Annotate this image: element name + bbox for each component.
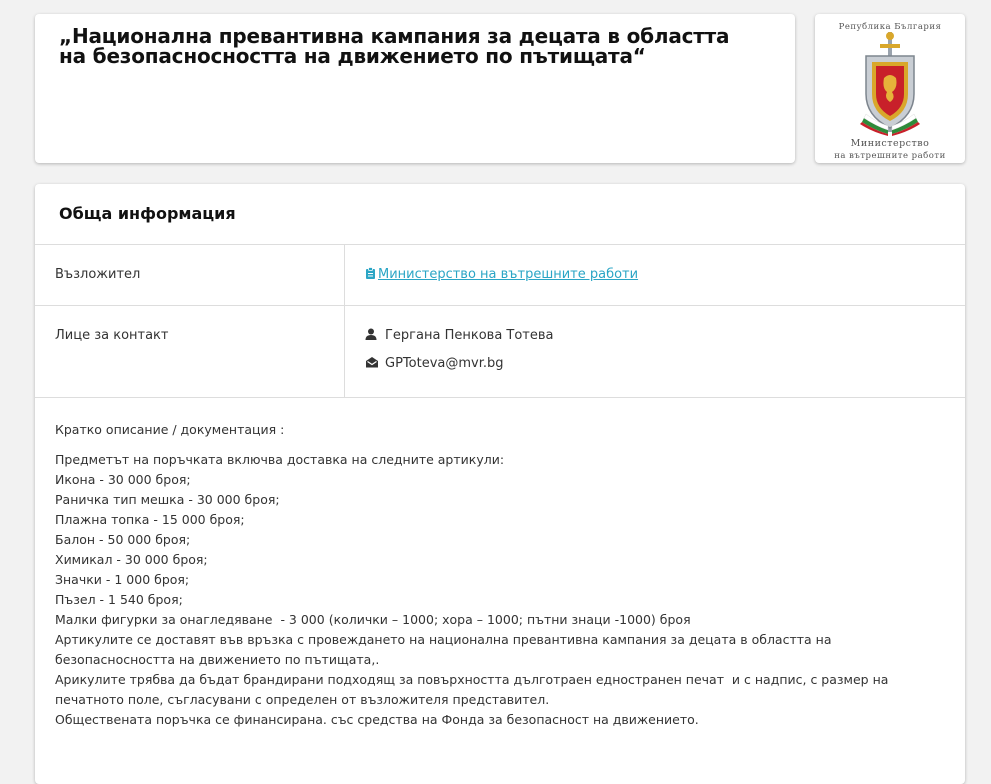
description-line: Балон - 50 000 броя;	[55, 532, 191, 547]
description-line: Пъзел - 1 540 броя;	[55, 592, 183, 607]
general-info-card	[35, 184, 965, 784]
description-label: Кратко описание / документация :	[55, 422, 285, 437]
envelope-open-icon	[365, 356, 379, 372]
logo-top-text: Република България	[838, 22, 942, 32]
description-line: Предметът на поръчката включва доставка на следните артикули:	[55, 452, 505, 467]
description-line: Химикал - 30 000 броя;	[55, 552, 208, 567]
description-line: Арикулите трябва да бъдат брандирани подходящ за повърхността дълготраен едностранен печат и с надпис, с размер на	[55, 672, 889, 687]
general-info-header	[35, 184, 965, 245]
contact-email[interactable]: GPToteva@mvr.bg	[385, 356, 504, 371]
contracting-authority-link[interactable]	[365, 267, 638, 283]
logo-bottom-line-2: на вътрешните работи	[834, 151, 946, 161]
description-line: Артикулите се доставят във връзка с провеждането на национална превантивна кампания за децата в областта на	[55, 632, 832, 647]
ministry-emblem-icon	[860, 32, 920, 136]
description-body	[55, 450, 935, 730]
description-section	[55, 420, 935, 730]
clipboard-icon	[365, 267, 376, 283]
description-line: Значки - 1 000 броя;	[55, 572, 190, 587]
title-card	[35, 14, 795, 163]
description-line: Икона - 30 000 броя;	[55, 472, 191, 487]
page-title: „Национална превантивна кампания за децата в областта на безопасносността на движението по пътищата“	[59, 24, 730, 68]
logo-bottom-line-1: Министерство	[850, 138, 930, 149]
contracting-authority-value: Министерство на вътрешните работи	[378, 267, 639, 282]
description-line: Раничка тип мешка - 30 000 броя;	[55, 492, 280, 507]
contact-person-label: Лице за контакт	[55, 328, 169, 343]
description-line: печатното поле, съгласувани с определен от възложителя представител.	[55, 692, 550, 707]
description-line: Плажна топка - 15 000 броя;	[55, 512, 245, 527]
contact-email-line	[365, 356, 504, 372]
description-line: безопасносността на движението по пътищата,.	[55, 652, 380, 667]
person-icon	[365, 328, 379, 344]
general-info-heading: Обща информация	[59, 204, 236, 223]
contracting-authority-label: Възложител	[55, 267, 141, 282]
ministry-logo-card	[815, 14, 965, 163]
description-line: Малки фигурки за онагледяване - 3 000 (колички – 1000; хора – 1000; пътни знаци -1000) броя	[55, 612, 691, 627]
contact-person-row	[35, 306, 965, 398]
column-divider	[344, 306, 345, 397]
column-divider	[344, 245, 345, 305]
description-line: Обществената поръчка се финансирана. със средства на Фонда за безопасност на движението.	[55, 712, 699, 727]
contracting-authority-row	[35, 245, 965, 306]
contact-name: Гергана Пенкова Тотева	[385, 328, 554, 343]
contact-name-line	[365, 328, 554, 344]
